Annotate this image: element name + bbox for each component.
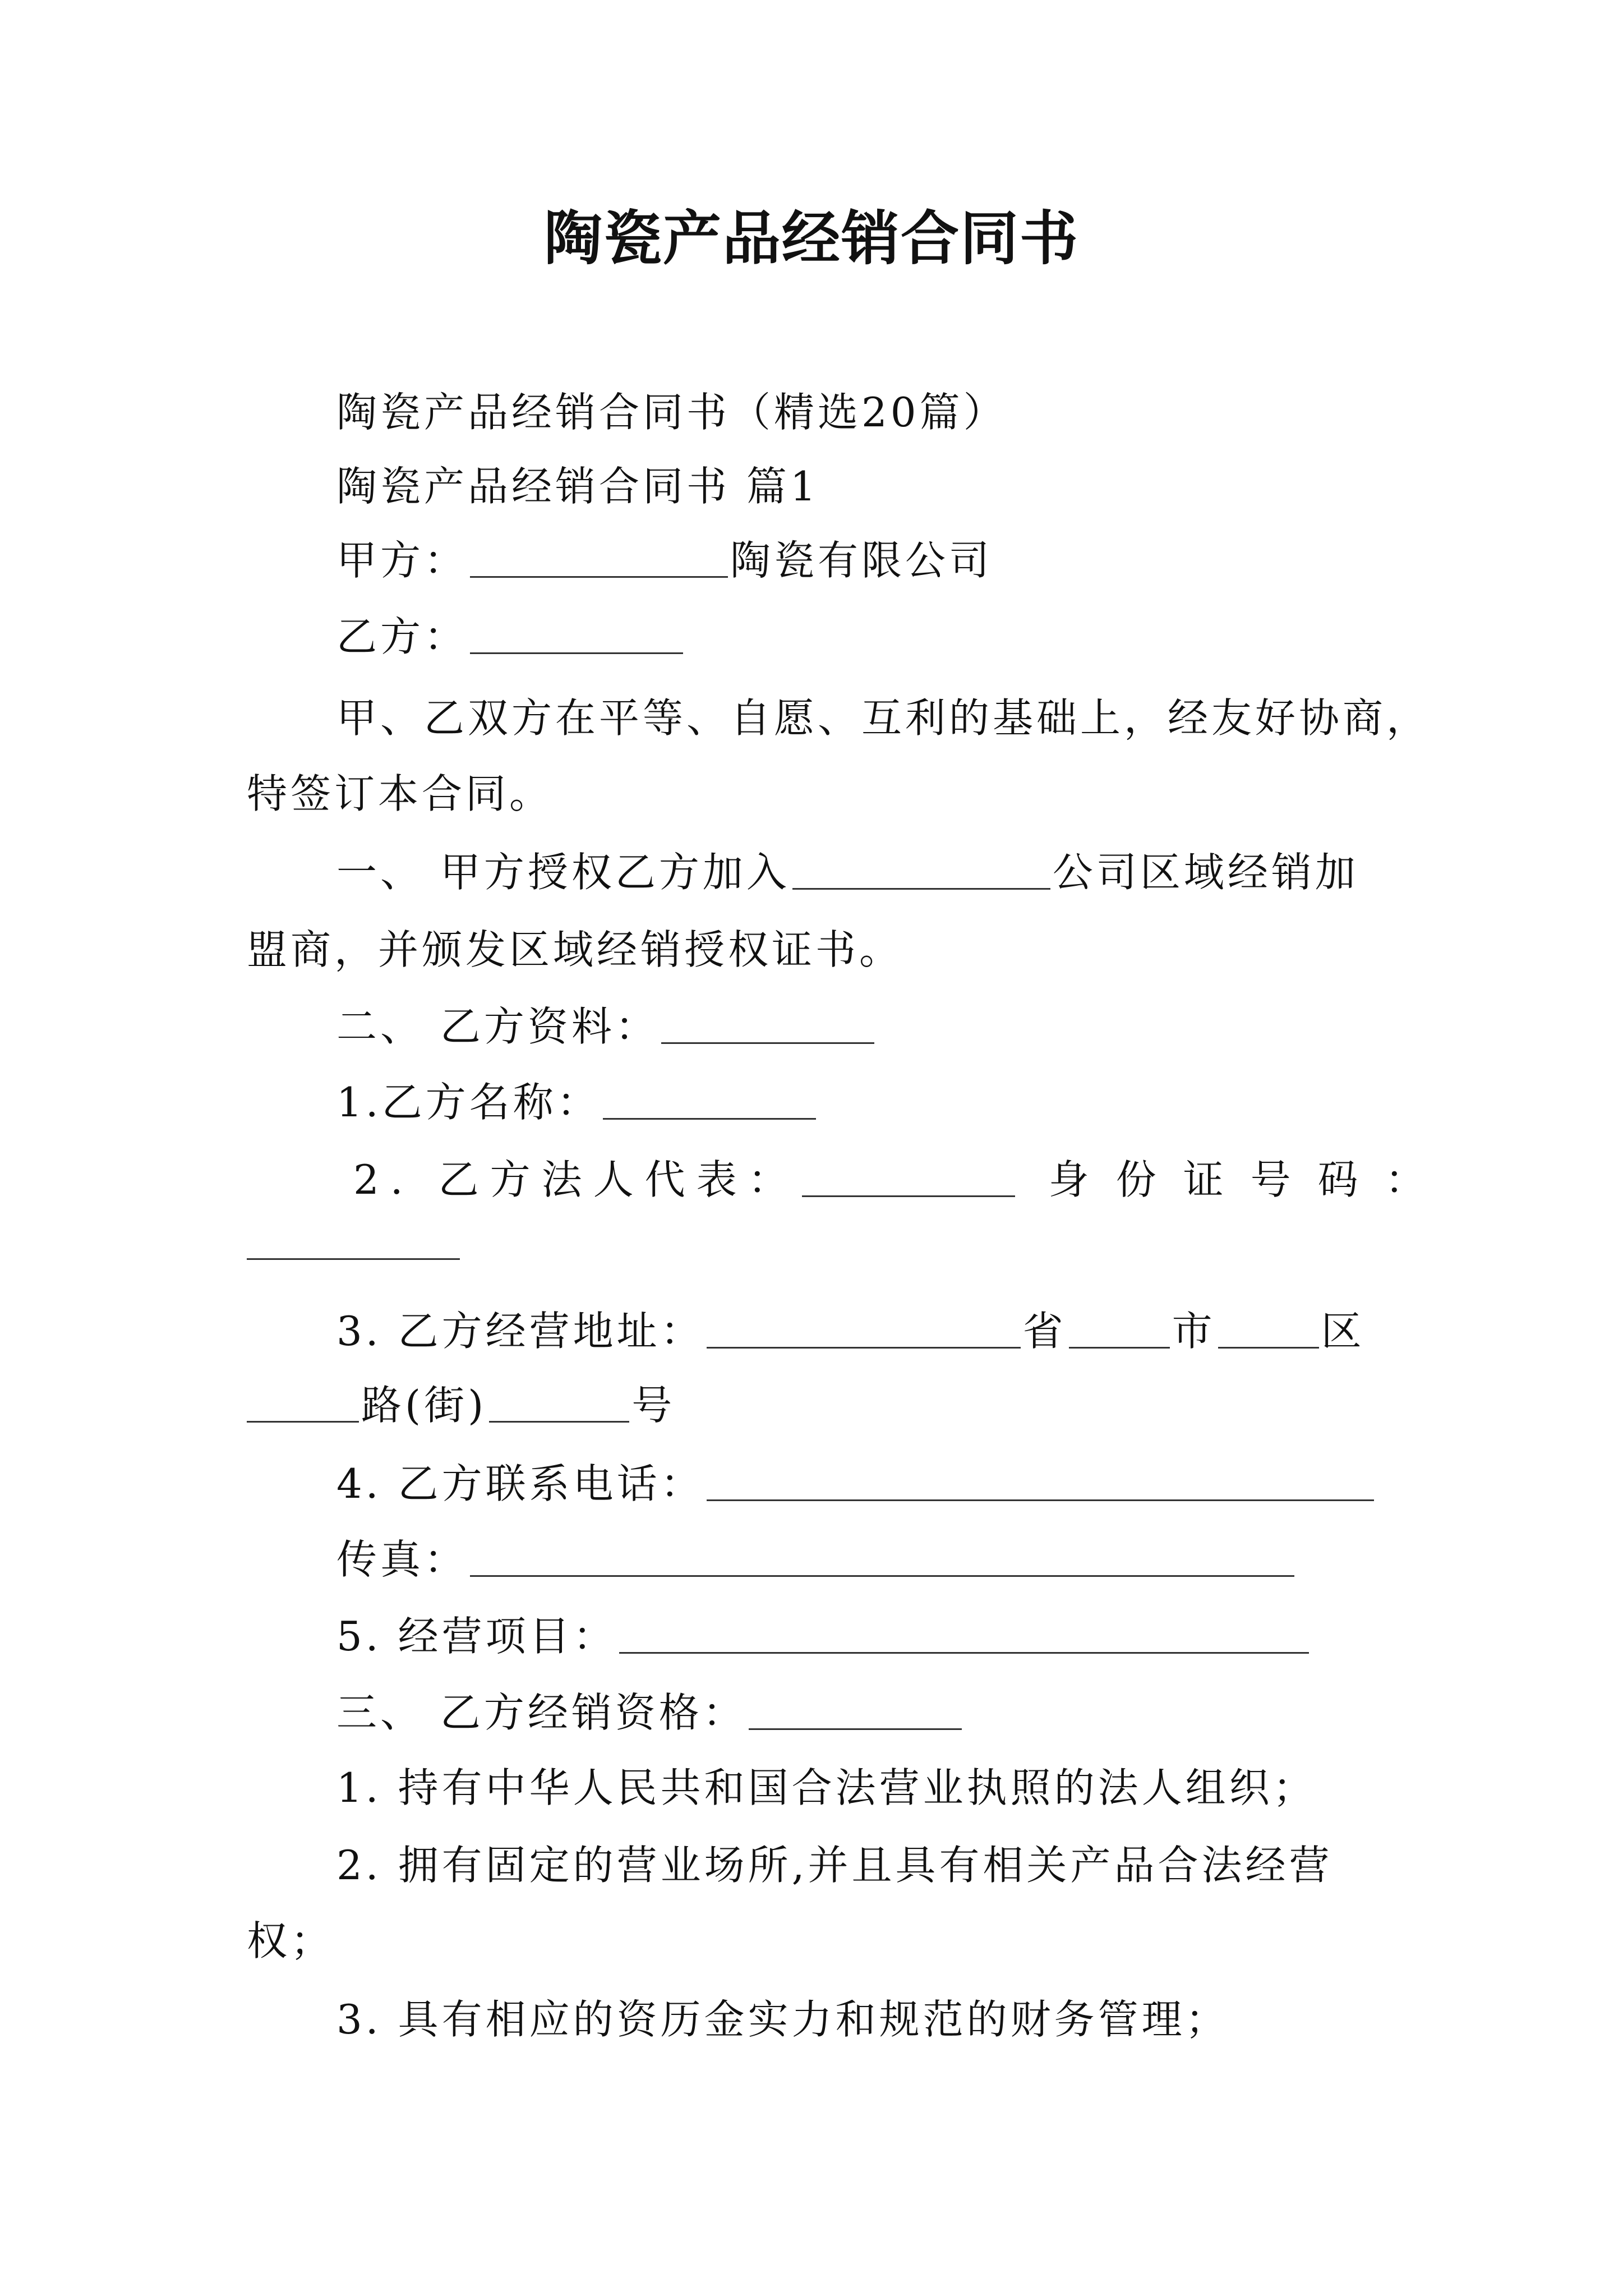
party-b-label: 乙方： — [336, 613, 468, 660]
subtitle: 陶瓷产品经销合同书（精选20篇） — [336, 389, 1007, 436]
party-a-line — [336, 530, 993, 591]
party-b-line — [336, 606, 685, 668]
road-blank[interactable] — [247, 1382, 359, 1423]
item-legal-blank[interactable] — [802, 1156, 1015, 1197]
id-number-label: 身份证号码： — [1048, 1156, 1453, 1203]
clause-1-blank[interactable] — [792, 849, 1050, 890]
item-phone-line — [336, 1453, 1376, 1515]
clause-1-text-a: 一、 甲方授权乙方加入 — [336, 849, 790, 896]
city-blank[interactable] — [1069, 1308, 1170, 1349]
party-a-suffix: 陶瓷有限公司 — [730, 537, 993, 584]
preamble-line-1: 甲、乙双方在平等、自愿、互利的基础上，经友好协商， — [336, 694, 1431, 742]
fax-blank[interactable] — [470, 1536, 1294, 1577]
qualification-1: 1. 持有中华人民共和国合法营业执照的法人组织； — [336, 1764, 1317, 1811]
clause-2-label: 二、 乙方资料： — [336, 1003, 659, 1050]
clause-1-line-1 — [336, 841, 1359, 903]
party-b-blank[interactable] — [470, 613, 683, 654]
qualification-2-line-2: 权； — [247, 1917, 335, 1964]
item-fax-label: 传真： — [336, 1536, 468, 1583]
article-heading: 陶瓷产品经销合同书 篇1 — [336, 463, 819, 510]
item-business-label: 5. 经营项目： — [336, 1613, 617, 1660]
item-fax-line — [336, 1529, 1297, 1590]
item-name-label: 1.乙方名称： — [336, 1079, 601, 1126]
id-number-line — [247, 1212, 462, 1273]
document-title: 陶瓷产品经销合同书 — [543, 204, 1079, 273]
clause-3-label: 三、 乙方经销资格： — [336, 1689, 746, 1736]
clause-1-text-b: 公司区域经销加 — [1052, 849, 1359, 896]
number-label: 号 — [631, 1382, 676, 1429]
clause-1-line-2: 盟商，并颁发区域经销授权证书。 — [247, 926, 903, 973]
item-name-line — [336, 1071, 818, 1133]
clause-2-blank[interactable] — [661, 1003, 874, 1044]
qualification-2-line-1: 2. 拥有固定的营业场所,并且具有相关产品合法经营 — [336, 1842, 1333, 1889]
item-phone-label: 4. 乙方联系电话： — [336, 1460, 704, 1507]
district-label: 区 — [1321, 1308, 1365, 1355]
item-address-label: 3. 乙方经营地址： — [336, 1308, 704, 1355]
province-label: 省 — [1022, 1308, 1067, 1355]
road-label: 路(街) — [361, 1382, 487, 1429]
item-address-line-1 — [336, 1300, 1365, 1362]
clause-2-line — [336, 996, 877, 1057]
item-legal-label: 2. 乙方法人代表： — [353, 1156, 800, 1203]
province-blank[interactable] — [707, 1308, 1021, 1349]
number-blank[interactable] — [489, 1382, 629, 1423]
qualification-3: 3. 具有相应的资历金实力和规范的财务管理； — [336, 1996, 1229, 2043]
id-number-blank[interactable] — [247, 1219, 460, 1260]
business-blank[interactable] — [619, 1613, 1309, 1654]
phone-blank[interactable] — [707, 1460, 1374, 1501]
item-address-line-2 — [247, 1374, 675, 1436]
preamble-line-2: 特签订本合同。 — [247, 770, 554, 817]
clause-3-blank[interactable] — [749, 1689, 962, 1730]
city-label: 市 — [1172, 1308, 1216, 1355]
clause-3-line — [336, 1682, 964, 1743]
item-legal-line — [353, 1149, 1453, 1211]
party-a-blank[interactable] — [470, 537, 728, 578]
item-name-blank[interactable] — [603, 1079, 816, 1120]
item-business-line — [336, 1605, 1311, 1667]
party-a-label: 甲方： — [336, 537, 468, 584]
district-blank[interactable] — [1218, 1308, 1319, 1349]
